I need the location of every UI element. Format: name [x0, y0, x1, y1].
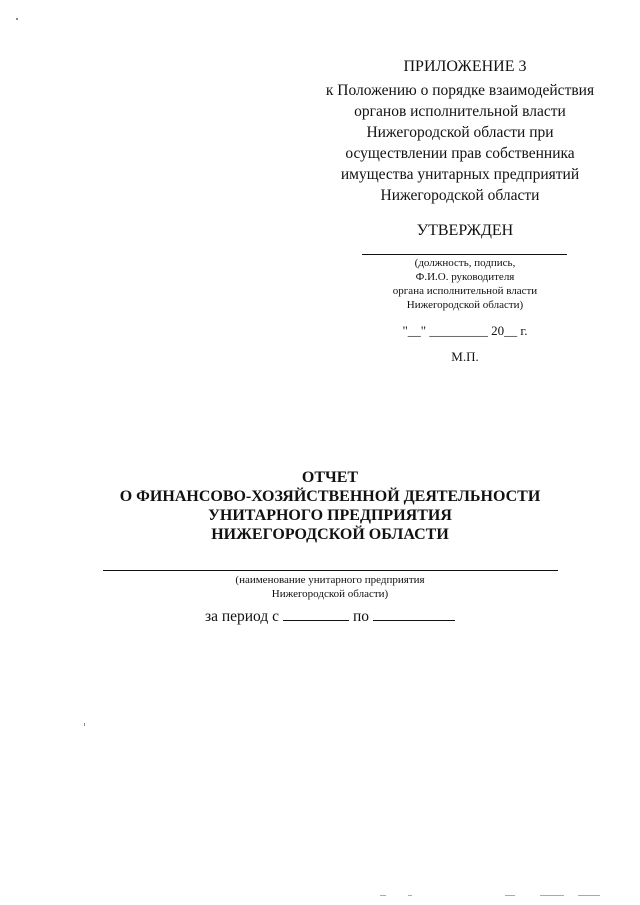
signature-line	[362, 254, 567, 255]
appendix-description	[325, 80, 595, 206]
signature-caption	[340, 256, 590, 312]
signature-caption-line: Нижегородской области)	[406, 299, 524, 311]
report-title-line: ОТЧЕТ	[301, 469, 359, 486]
scan-mark	[408, 895, 412, 896]
scan-speck	[16, 18, 18, 20]
scan-artifacts	[380, 895, 610, 899]
appendix-line: органов исполнительной власти	[354, 103, 566, 120]
signature-caption-line: Ф.И.О. руководителя	[415, 271, 515, 283]
organization-caption-line: Нижегородской области)	[271, 588, 389, 600]
scan-speck	[84, 723, 85, 726]
organization-name-line	[103, 570, 558, 571]
appendix-line: имущества унитарных предприятий	[340, 166, 580, 183]
appendix-line: Нижегородской области при	[366, 124, 554, 141]
report-period	[160, 608, 500, 626]
period-prefix: за период с	[204, 608, 279, 625]
report-title-line: НИЖЕГОРОДСКОЙ ОБЛАСТИ	[211, 526, 449, 543]
signature-caption-line: органа исполнительной власти	[392, 285, 538, 297]
scan-mark	[380, 895, 386, 896]
stamp-placeholder: М.П.	[451, 349, 479, 364]
report-title-line: О ФИНАНСОВО-ХОЗЯЙСТВЕННОЙ ДЕЯТЕЛЬНОСТИ	[119, 488, 541, 505]
period-start-blank	[283, 608, 349, 621]
appendix-line: осуществлении прав собственника	[345, 145, 575, 162]
report-title	[40, 468, 620, 544]
report-title-line: УНИТАРНОГО ПРЕДПРИЯТИЯ	[208, 507, 452, 524]
appendix-line: Нижегородской области	[380, 187, 540, 204]
scan-mark	[540, 895, 564, 896]
period-mid: по	[353, 608, 370, 625]
signature-caption-line: (должность, подпись,	[414, 257, 516, 269]
appendix-line: к Положению о порядке взаимодействия	[325, 82, 595, 99]
approved-heading: УТВЕРЖДЕН	[416, 222, 514, 239]
scan-mark	[505, 895, 515, 896]
period-end-blank	[373, 608, 455, 621]
scan-mark	[578, 895, 600, 896]
appendix-title: ПРИЛОЖЕНИЕ 3	[403, 58, 527, 75]
organization-caption	[180, 573, 480, 601]
approval-date: "__" _________ 20__ г.	[402, 323, 528, 338]
organization-caption-line: (наименование унитарного предприятия	[235, 574, 425, 586]
